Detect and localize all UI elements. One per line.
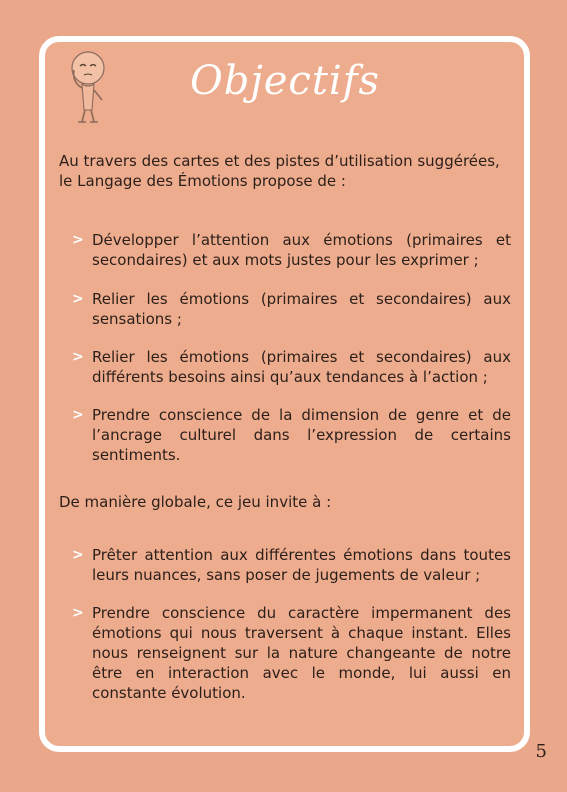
mascot-illustration	[58, 44, 116, 128]
bullet-chevron-icon: >	[72, 232, 84, 248]
bullet-chevron-icon: >	[72, 349, 84, 365]
bullet-chevron-icon: >	[72, 547, 84, 563]
goal-item: Développer l’attention aux émotions (primaires et secondaires) et aux mots justes pour les exprimer ;	[92, 231, 511, 269]
intro-paragraph: Au travers des cartes et des pistes d’utilisation suggérées, le Langage des Émotions propose de :	[59, 152, 500, 190]
goal-item: Relier les émotions (primaires et secondaires) aux sensations ;	[92, 290, 511, 328]
invite-item: Prendre conscience du caractère impermanent des émotions qui nous traversent à chaque instant. Elles nous renseignent sur la nature changeante de notre être en interaction avec le monde, lui aussi en constante évolution.	[92, 604, 511, 702]
goal-item: Prendre conscience de la dimension de genre et de l’ancrage culturel dans l’expression de certains sentiments.	[92, 406, 511, 464]
invite-item: Prêter attention aux différentes émotions dans toutes leurs nuances, sans poser de jugements de valeur ;	[92, 546, 511, 584]
page-title: Objectifs	[189, 58, 381, 104]
bullet-chevron-icon: >	[72, 291, 84, 307]
page-number: 5	[535, 741, 547, 762]
goal-item: Relier les émotions (primaires et secondaires) aux différents besoins ainsi qu’aux tendances à l’action ;	[92, 348, 511, 386]
bullet-chevron-icon: >	[72, 605, 84, 621]
bullet-chevron-icon: >	[72, 407, 84, 423]
global-intro-paragraph: De manière globale, ce jeu invite à :	[59, 493, 332, 511]
